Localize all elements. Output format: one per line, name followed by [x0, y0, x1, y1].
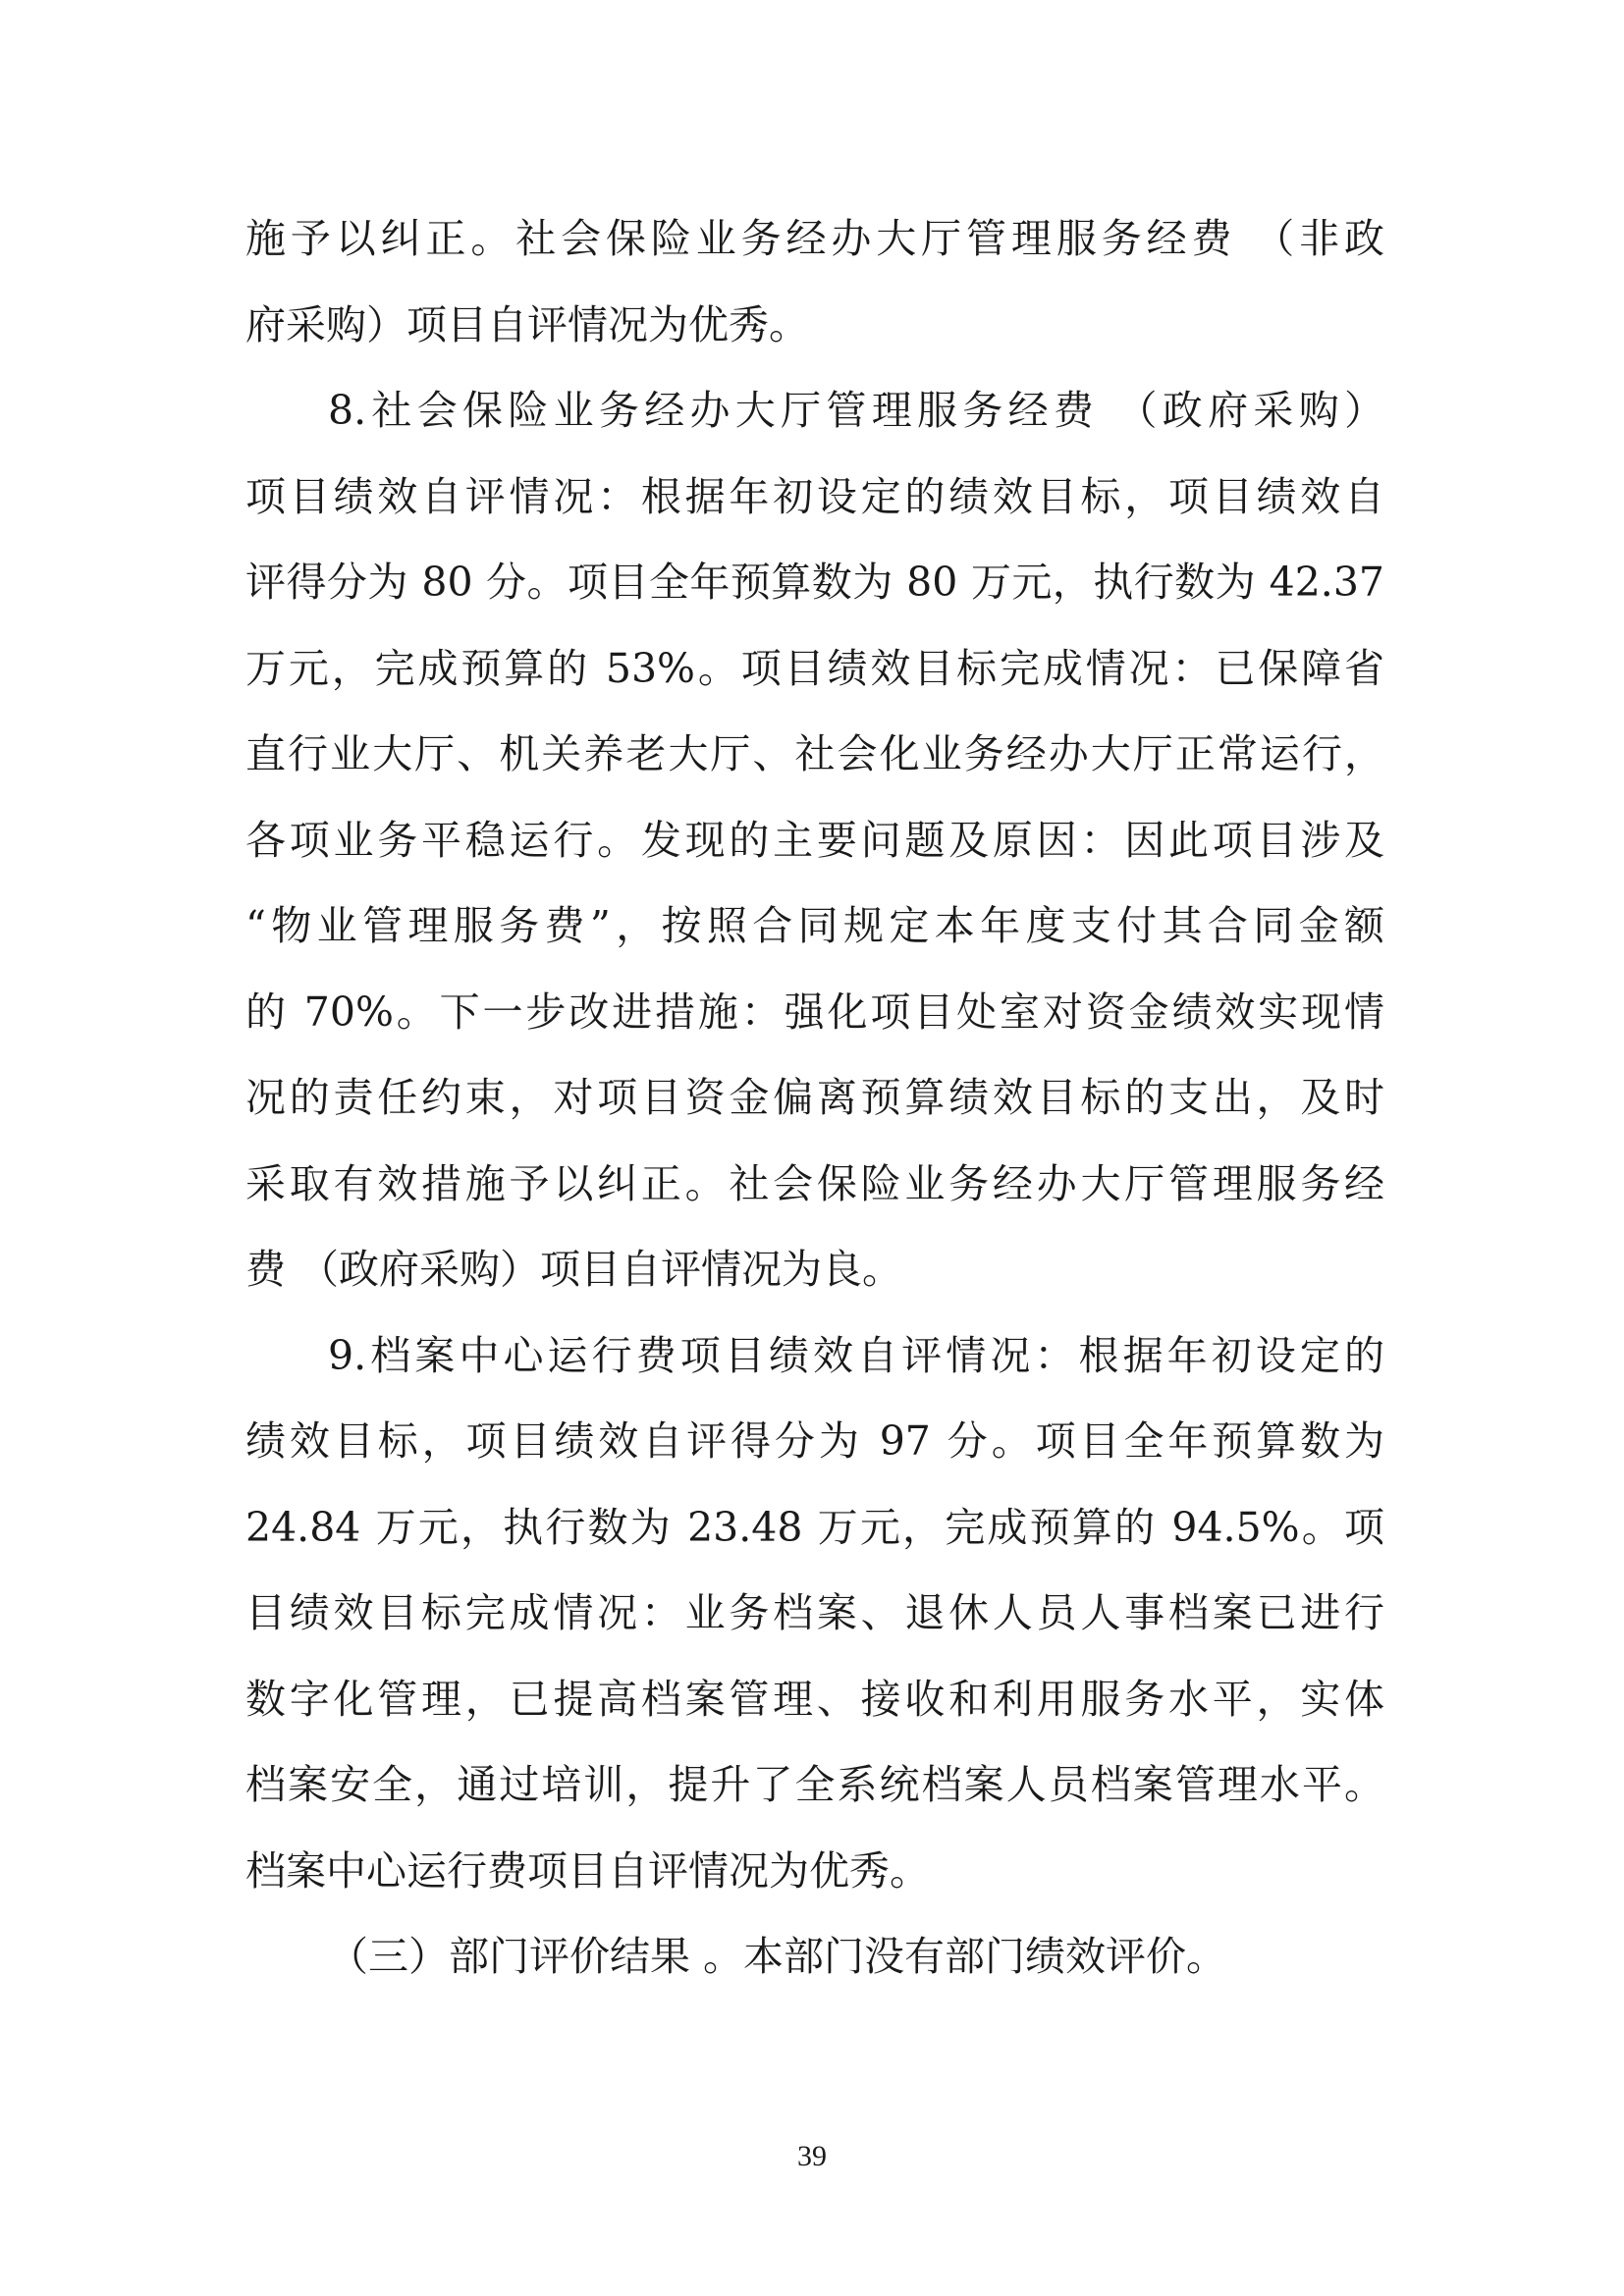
- section-heading-line: （三）部门评价结果 。本部门没有部门绩效评价。: [328, 1933, 1227, 1980]
- paragraph-line: 评得分为 80 分。项目全年预算数为 80 万元，执行数为 42.37: [245, 559, 1384, 606]
- paragraph-line: 费 （政府采购）项目自评情况为良。: [245, 1246, 903, 1293]
- paragraph-line: 的 70%。下一步改进措施：强化项目处室对资金绩效实现情: [245, 988, 1384, 1036]
- paragraph-line: 绩效目标，项目绩效自评得分为 97 分。项目全年预算数为: [245, 1417, 1384, 1465]
- paragraph-line: 数字化管理，已提高档案管理、接收和利用服务水平，实体: [245, 1675, 1384, 1723]
- page-number: 39: [797, 2140, 827, 2172]
- section-heading-line: 9.档案中心运行费项目绩效自评情况：根据年初设定的: [328, 1331, 1384, 1379]
- paragraph-line: 府采购）项目自评情况为优秀。: [245, 300, 809, 348]
- paragraph-line: 档案中心运行费项目自评情况为优秀。: [245, 1846, 930, 1895]
- paragraph-line: 24.84 万元，执行数为 23.48 万元，完成预算的 94.5%。项: [245, 1503, 1384, 1551]
- paragraph-line: 采取有效措施予以纠正。社会保险业务经办大厅管理服务经: [245, 1159, 1384, 1207]
- paragraph-line: 各项业务平稳运行。发现的主要问题及原因：因此项目涉及: [245, 816, 1384, 864]
- paragraph-line: 项目绩效自评情况：根据年初设定的绩效目标，项目绩效自: [245, 472, 1384, 520]
- paragraph-line: 施予以纠正。社会保险业务经办大厅管理服务经费 （非政: [245, 215, 1384, 262]
- paragraph-line: 况的责任约束，对项目资金偏离预算绩效目标的支出，及时: [245, 1074, 1384, 1121]
- paragraph-line: 目绩效目标完成情况：业务档案、退休人员人事档案已进行: [245, 1589, 1384, 1636]
- body-text: [245, 196, 1384, 2001]
- paragraph-line: “物业管理服务费”，按照合同规定本年度支付其合同金额: [245, 902, 1384, 949]
- paragraph-line: 万元，完成预算的 53%。项目绩效目标完成情况：已保障省: [245, 644, 1384, 692]
- section-heading-line: 8.社会保险业务经办大厅管理服务经费 （政府采购）: [328, 387, 1384, 434]
- paragraph-line: 直行业大厅、机关养老大厅、社会化业务经办大厅正常运行，: [245, 730, 1384, 777]
- paragraph-line: 档案安全，通过培训，提升了全系统档案人员档案管理水平。: [245, 1761, 1384, 1808]
